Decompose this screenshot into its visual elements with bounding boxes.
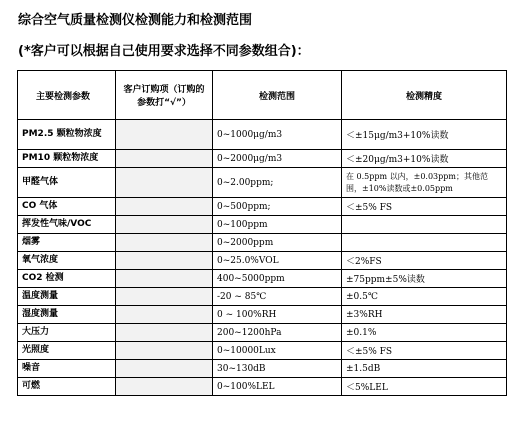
order-cell[interactable] xyxy=(116,378,213,396)
precision-cell: ＜±5% FS xyxy=(342,198,507,216)
precision-cell: ＜±5% FS xyxy=(342,342,507,360)
order-cell[interactable] xyxy=(116,150,213,168)
precision-cell: ＜±15μg/m3+10%读数 xyxy=(342,120,507,150)
table-row xyxy=(18,198,507,216)
range-cell: 0~1000μg/m3 xyxy=(213,120,342,150)
header-param: 主要检测参数 xyxy=(18,71,116,120)
table-row xyxy=(18,252,507,270)
param-cell: 温度测量 xyxy=(18,288,116,306)
order-cell[interactable] xyxy=(116,198,213,216)
order-cell[interactable] xyxy=(116,342,213,360)
range-cell: 0~100ppm xyxy=(213,216,342,234)
param-cell: CO2 检测 xyxy=(18,270,116,288)
precision-cell: ±0.5℃ xyxy=(342,288,507,306)
header-range: 检测范围 xyxy=(213,71,342,120)
header-precision: 检测精度 xyxy=(342,71,507,120)
order-cell[interactable] xyxy=(116,360,213,378)
range-cell: 0~100%LEL xyxy=(213,378,342,396)
param-cell: CO 气体 xyxy=(18,198,116,216)
precision-cell: ＜2%FS xyxy=(342,252,507,270)
table-row xyxy=(18,306,507,324)
order-cell[interactable] xyxy=(116,120,213,150)
table-row xyxy=(18,360,507,378)
table-row xyxy=(18,288,507,306)
range-cell: 0~10000Lux xyxy=(213,342,342,360)
param-cell: 挥发性气味/VOC xyxy=(18,216,116,234)
range-cell: 30~130dB xyxy=(213,360,342,378)
table-row xyxy=(18,120,507,150)
precision-cell xyxy=(342,234,507,252)
table-row xyxy=(18,270,507,288)
table-row xyxy=(18,324,507,342)
table-row xyxy=(18,216,507,234)
table-row xyxy=(18,168,507,198)
param-cell: 光照度 xyxy=(18,342,116,360)
order-cell[interactable] xyxy=(116,270,213,288)
param-cell: PM2.5 颗粒物浓度 xyxy=(18,120,116,150)
param-cell: PM10 颗粒物浓度 xyxy=(18,150,116,168)
order-cell[interactable] xyxy=(116,324,213,342)
page-title: 综合空气质量检测仪检测能力和检测范围 xyxy=(18,13,253,28)
range-cell: 400~5000ppm xyxy=(213,270,342,288)
range-cell: 0~2000ppm xyxy=(213,234,342,252)
order-cell[interactable] xyxy=(116,234,213,252)
table-row xyxy=(18,342,507,360)
precision-cell xyxy=(342,216,507,234)
precision-cell: ±1.5dB xyxy=(342,360,507,378)
page-subtitle: (*客户可以根据自己使用要求选择不同参数组合)： xyxy=(18,44,310,59)
param-cell: 可燃 xyxy=(18,378,116,396)
precision-cell: ＜±20μg/m3+10%读数 xyxy=(342,150,507,168)
order-cell[interactable] xyxy=(116,252,213,270)
order-cell[interactable] xyxy=(116,306,213,324)
precision-cell: ＜5%LEL xyxy=(342,378,507,396)
table-row xyxy=(18,378,507,396)
range-cell: 0 ~ 100%RH xyxy=(213,306,342,324)
order-cell[interactable] xyxy=(116,288,213,306)
range-cell: 0~2.00ppm; xyxy=(213,168,342,198)
order-cell[interactable] xyxy=(116,216,213,234)
range-cell: 0~2000μg/m3 xyxy=(213,150,342,168)
precision-cell: ±0.1% xyxy=(342,324,507,342)
range-cell: 0~25.0%VOL xyxy=(213,252,342,270)
table-header-row xyxy=(18,71,507,120)
table-row xyxy=(18,150,507,168)
order-cell[interactable] xyxy=(116,168,213,198)
precision-cell: 在 0.5ppm 以内，±0.03ppm；其他范围，±10%读数或±0.05ppm xyxy=(342,168,507,198)
precision-cell: ±3%RH xyxy=(342,306,507,324)
range-cell: 0~500ppm; xyxy=(213,198,342,216)
param-cell: 湿度测量 xyxy=(18,306,116,324)
precision-cell: ±75ppm±5%读数 xyxy=(342,270,507,288)
param-cell: 噪音 xyxy=(18,360,116,378)
header-order: 客户订购项（订购的参数打“√”） xyxy=(116,71,213,120)
range-cell: -20 ~ 85℃ xyxy=(213,288,342,306)
range-cell: 200~1200hPa xyxy=(213,324,342,342)
table-row xyxy=(18,234,507,252)
param-cell: 氧气浓度 xyxy=(18,252,116,270)
param-cell: 甲醛气体 xyxy=(18,168,116,198)
param-cell: 烟雾 xyxy=(18,234,116,252)
spec-table xyxy=(17,70,507,396)
param-cell: 大压力 xyxy=(18,324,116,342)
